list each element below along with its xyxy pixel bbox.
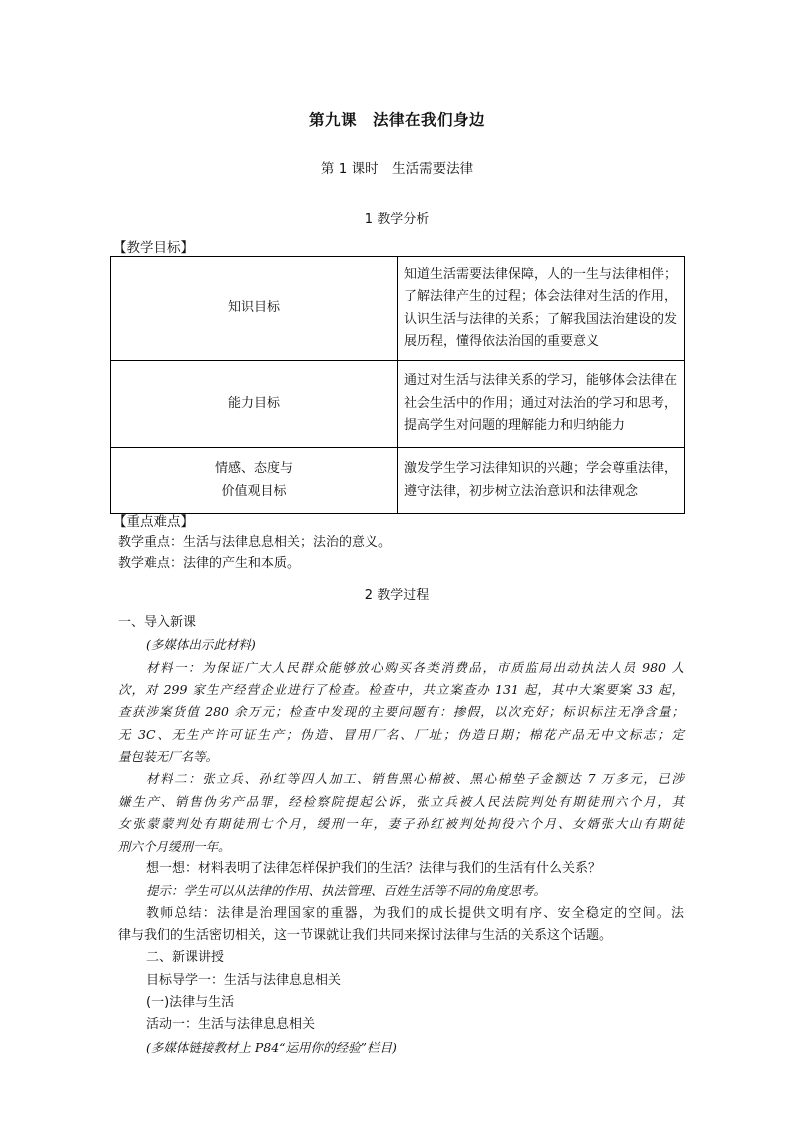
section-heading-analysis: 1 教学分析 bbox=[364, 212, 430, 227]
goal-label bbox=[111, 361, 398, 448]
goal-label bbox=[111, 448, 398, 514]
body-line: 提示：学生可以从法律的作用、执法管理、百姓生活等不同的角度思考。 bbox=[146, 883, 547, 899]
body-line: 刑六个月缓刑一年。 bbox=[118, 838, 231, 854]
goals-table bbox=[110, 256, 685, 514]
goals-header: 【教学目标】 bbox=[113, 240, 194, 256]
goal-label bbox=[111, 257, 398, 361]
goal-description: 通过对生活与法律关系的学习，能够体会法律在社会生活中的作用；通过对法治的学习和思考，提高学生对问题的理解能力和归纳能力 bbox=[398, 361, 685, 448]
body-line: 材料二：张立兵、孙红等四人加工、销售黑心棉被、黑心棉垫子金额达 7 万多元，已涉 bbox=[146, 771, 684, 787]
goal-label-line: 情感、态度与 bbox=[214, 461, 293, 476]
goal-description: 知道生活需要法律保障，人的一生与法律相伴；了解法律产生的过程；体会法律对生活的作用，认识生活与法律的关系；了解我国法治建设的发展历程，懂得依法治国的重要意义 bbox=[398, 257, 685, 361]
section-heading-process: 2 教学过程 bbox=[364, 588, 430, 603]
body-line: 二、新课讲授 bbox=[146, 950, 225, 966]
goal-label-line: 价值观目标 bbox=[221, 483, 287, 499]
body-line: (多媒体链接教材上 P84“运用你的经验”栏目) bbox=[146, 1039, 397, 1055]
body-line: 女张蒙蒙判处有期徒刑七个月，缓刑一年，妻子孙红被判处拘役六个月、女婿张大山有期徒 bbox=[118, 816, 684, 832]
lesson-subtitle: 第 1 课时 生活需要法律 bbox=[320, 161, 474, 177]
goal-description: 激发学生学习法律知识的兴趣；学会尊重法律，遵守法律，初步树立法治意识和法律观念 bbox=[398, 448, 685, 514]
body-line: (多媒体出示此材料) bbox=[146, 637, 256, 653]
body-line: 嫌生产、销售伪劣产品罪，经检察院提起公诉，张立兵被人民法院判处有期徒刑六个月，其 bbox=[118, 793, 684, 809]
key-points-header: 【重点难点】 bbox=[113, 514, 194, 530]
body-line: (一)法律与生活 bbox=[146, 994, 235, 1010]
goal-row bbox=[111, 361, 685, 448]
body-line: 一、导入新课 bbox=[118, 615, 197, 630]
body-line: 次，对 299 家生产经营企业进行了检查。检查中，共立案查办 131 起，其中大案要案 33 起， bbox=[118, 682, 684, 698]
difficult-point: 教学难点：法律的产生和本质。 bbox=[118, 556, 301, 571]
goal-label-line: 能力目标 bbox=[227, 395, 280, 411]
body-line: 目标导学一：生活与法律息息相关 bbox=[146, 972, 342, 988]
lesson-title: 第九课 法律在我们身边 bbox=[308, 111, 485, 129]
body-line: 无 3C、无生产许可证生产；伪造、冒用厂名、厂址；伪造日期；棉花产品无中文标志；定 bbox=[118, 726, 684, 742]
body-line: 教师总结：法律是治理国家的重器，为我们的成长提供文明有序、安全稳定的空间。法 bbox=[146, 905, 684, 921]
body-line: 活动一：生活与法律息息相关 bbox=[146, 1017, 316, 1033]
goal-label-line: 知识目标 bbox=[227, 300, 280, 316]
body-line: 量包装无厂名等。 bbox=[118, 749, 219, 765]
goal-row bbox=[111, 257, 685, 361]
goal-row bbox=[111, 448, 685, 514]
body-line: 材料一：为保证广大人民群众能够放心购买各类消费品，市质监局出动执法人员 980 人 bbox=[146, 659, 684, 675]
key-point: 教学重点：生活与法律息息相关；法治的意义。 bbox=[118, 535, 392, 550]
body-line: 查获涉案货值 280 余万元；检查中发现的主要问题有：掺假，以次充好；标识标注无净含量； bbox=[118, 704, 684, 720]
body-line: 想一想：材料表明了法律怎样保护我们的生活？法律与我们的生活有什么关系？ bbox=[146, 860, 602, 876]
body-line: 律与我们的生活密切相关，这一节课就让我们共同来探讨法律与生活的关系这个话题。 bbox=[118, 927, 613, 943]
